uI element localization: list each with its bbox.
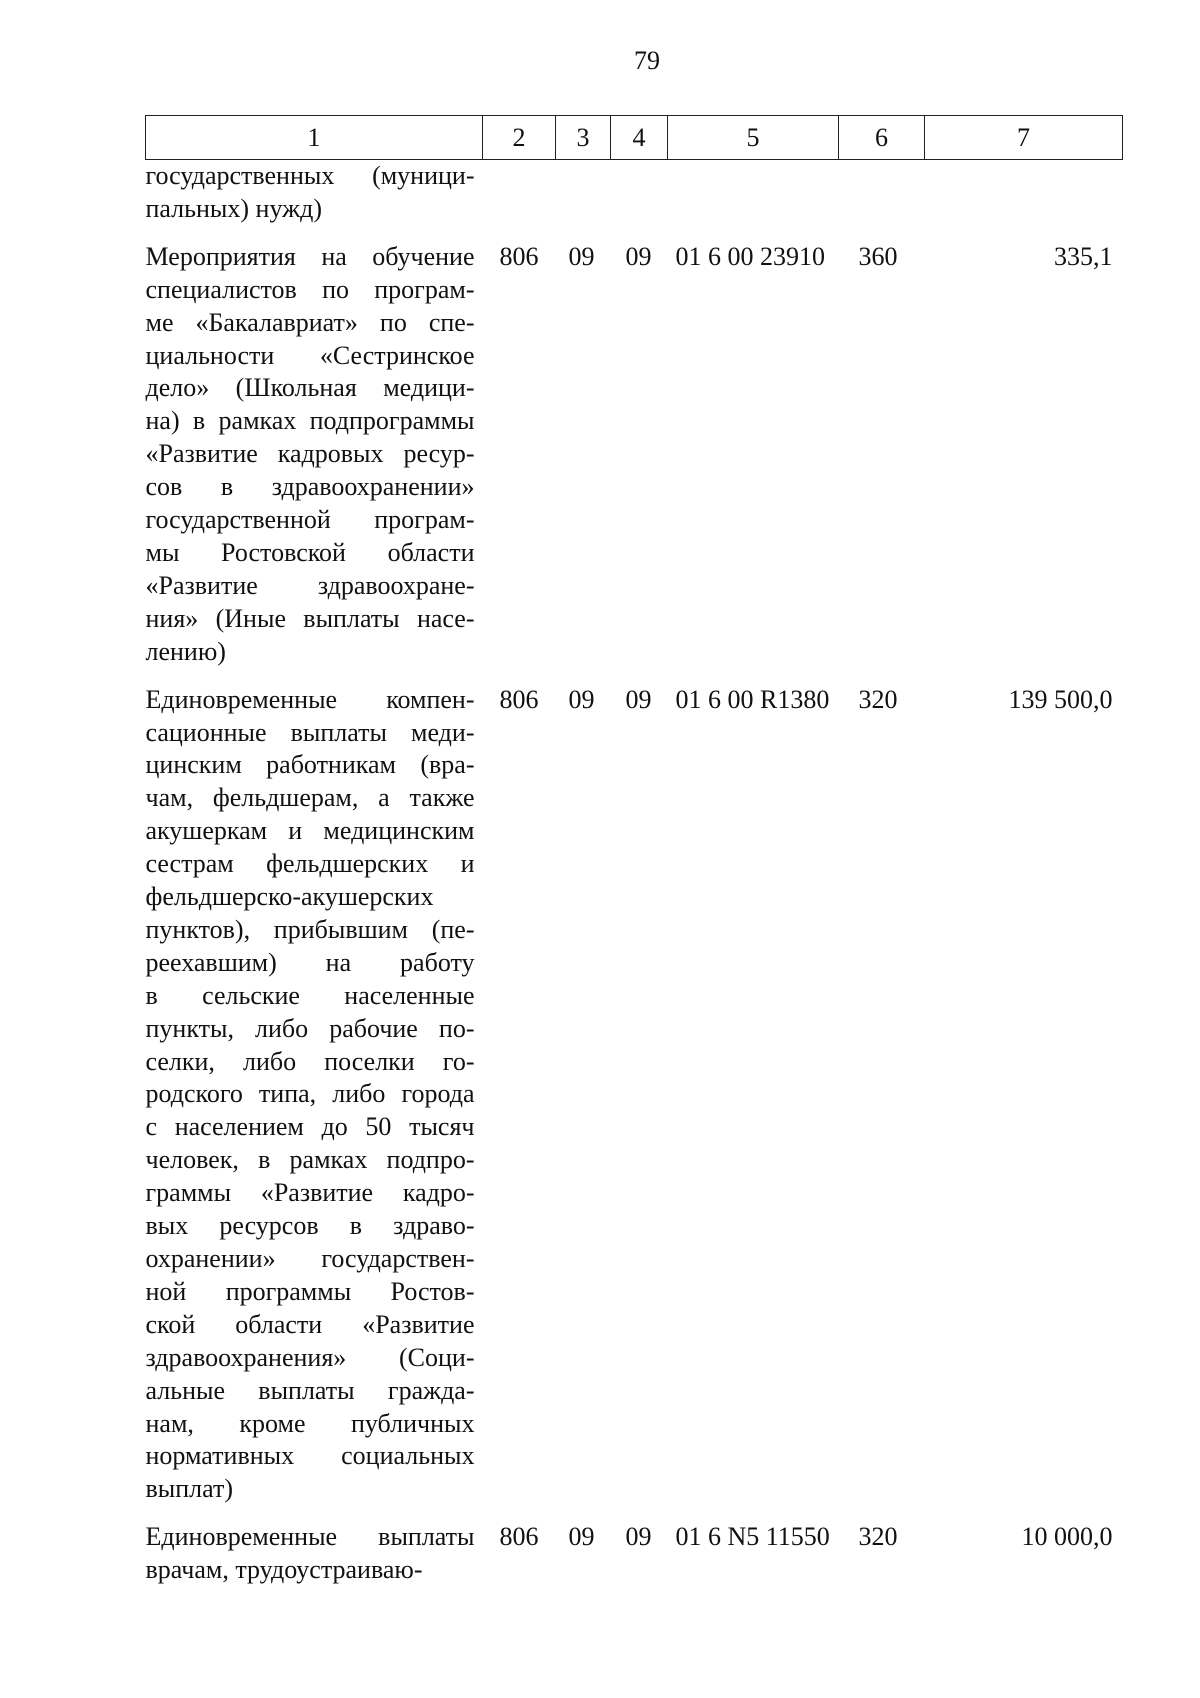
table-row (146, 160, 1123, 241)
description-line: на) в рамках подпрограммы (145, 406, 475, 436)
description-line: нормативных социальных (145, 1441, 475, 1471)
table-body (146, 160, 1123, 1603)
row-subsection-code: 09 (625, 1522, 652, 1552)
description-line: граммы «Развитие кадро- (145, 1178, 475, 1208)
table-row (146, 1521, 1123, 1602)
description-line: «Развитие кадровых ресур- (145, 439, 475, 469)
row-expense-type-code: 360 (858, 241, 898, 271)
row-ministry-code: 806 (499, 1522, 539, 1552)
header-row (146, 116, 1123, 160)
row-subsection-code: 09 (625, 684, 652, 714)
description-line: ме «Бакалавриат» по спе- (145, 307, 475, 337)
column-header-7: 7 (925, 116, 1123, 160)
row-description (146, 241, 483, 684)
description-line: пункты, либо рабочие по- (145, 1013, 475, 1043)
row-target-article-code: 01 6 00 23910 (675, 241, 825, 271)
description-line: с населением до 50 тысяч (145, 1112, 475, 1142)
description-line: нам, кроме публичных (145, 1408, 475, 1438)
row-ministry-code: 806 (499, 241, 539, 271)
row-amount: 139 500,0 (1008, 684, 1113, 714)
description-line: сов в здравоохранении» (145, 472, 475, 502)
row-expense-type-code (839, 160, 925, 241)
description-line: дело» (Школьная медици- (145, 373, 475, 403)
description-line: Единовременные выплаты (145, 1522, 475, 1552)
description-line: сестрам фельдшерских и (145, 849, 475, 879)
row-description (146, 684, 483, 1522)
table-row (146, 241, 1123, 684)
row-ministry-code (483, 160, 556, 241)
row-amount: 335,1 (1054, 241, 1113, 271)
row-section-code: 09 (568, 241, 595, 271)
row-expense-type-code: 320 (858, 684, 898, 714)
row-amount: 10 000,0 (1021, 1522, 1113, 1552)
description-line: ния» (Иные выплаты насе- (145, 603, 475, 633)
column-header-4: 4 (611, 116, 668, 160)
budget-table (145, 115, 1123, 1602)
column-header-3: 3 (556, 116, 611, 160)
description-line: ной программы Ростов- (145, 1276, 475, 1306)
row-section-code: 09 (568, 1522, 595, 1552)
description-line: селки, либо поселки го- (145, 1046, 475, 1076)
description-line: чам, фельдшерам, а также (145, 783, 475, 813)
row-ministry-code: 806 (499, 684, 539, 714)
row-amount (925, 160, 1123, 241)
description-line: фельдшерско-акушерских (145, 882, 434, 912)
table-row (146, 684, 1123, 1522)
description-line: циальности «Сестринское (145, 340, 475, 370)
description-line: цинским работникам (вра- (145, 750, 475, 780)
column-header-5: 5 (668, 116, 839, 160)
row-description (146, 160, 483, 241)
row-section-code (556, 160, 611, 241)
description-line: выплат) (145, 1474, 234, 1504)
description-line: государственных (муници- (145, 161, 475, 190)
description-line: в сельские населенные (145, 980, 475, 1010)
description-line: сационные выплаты меди- (145, 717, 475, 747)
row-subsection-code (611, 160, 668, 241)
description-line: акушеркам и медицинским (145, 816, 475, 846)
description-line: пунктов), прибывшим (пе- (145, 914, 475, 944)
description-line: мы Ростовской области (145, 537, 475, 567)
description-line: альные выплаты гражда- (145, 1375, 475, 1405)
column-header-1: 1 (146, 116, 483, 160)
description-line: Мероприятия на обучение (145, 241, 475, 271)
description-line: вых ресурсов в здраво- (145, 1211, 475, 1241)
page-number: 79 (634, 46, 660, 75)
column-header-6: 6 (839, 116, 925, 160)
description-line: охранении» государствен- (145, 1244, 475, 1273)
description-line: лению) (145, 636, 226, 666)
description-line: здравоохранения» (Соци- (145, 1342, 475, 1372)
description-line: государственной програм- (145, 505, 475, 535)
row-subsection-code: 09 (625, 241, 652, 271)
row-expense-type-code: 320 (858, 1522, 898, 1552)
description-line: пальных) нужд) (145, 193, 322, 223)
description-line: Единовременные компен- (145, 684, 475, 714)
description-line: специалистов по програм- (145, 274, 475, 304)
column-header-2: 2 (483, 116, 556, 160)
row-target-article-code (668, 160, 839, 241)
row-target-article-code: 01 6 00 R1380 (675, 684, 830, 714)
description-line: родского типа, либо города (145, 1079, 475, 1109)
description-line: врачам, трудоустраиваю- (145, 1555, 423, 1585)
row-section-code: 09 (568, 684, 595, 714)
row-target-article-code: 01 6 N5 11550 (675, 1522, 830, 1552)
row-description (146, 1521, 483, 1602)
description-line: человек, в рамках подпро- (145, 1145, 475, 1175)
description-line: «Развитие здравоохране- (145, 570, 475, 600)
description-line: реехавшим) на работу (145, 947, 475, 977)
description-line: ской области «Развитие (145, 1309, 475, 1339)
